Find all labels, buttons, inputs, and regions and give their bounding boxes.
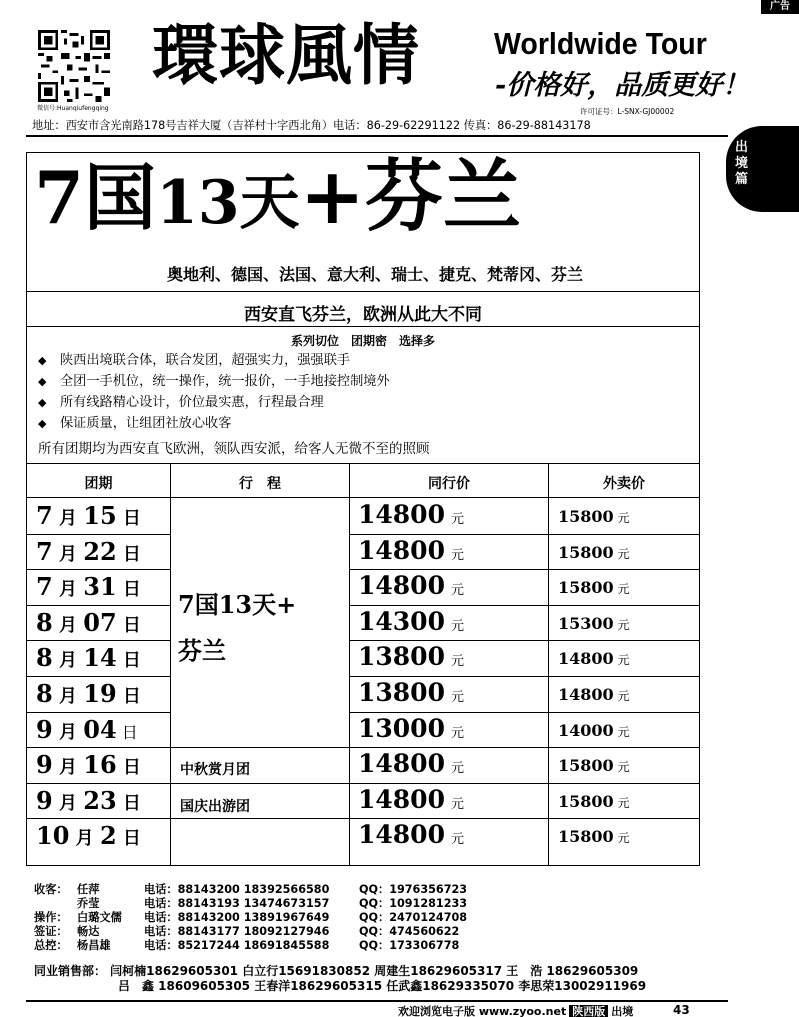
date-cell: 9 月 16 日 bbox=[36, 750, 141, 780]
trade-price-cell: 14800 元 bbox=[358, 535, 464, 565]
trade-price-cell: 14800 元 bbox=[358, 500, 464, 529]
feature-text: 全团一手机位，统一操作，统一报价，一手地接控制境外 bbox=[60, 374, 390, 389]
footer-section: 出境 bbox=[611, 1005, 634, 1017]
divider bbox=[27, 326, 699, 327]
col-header-retail-price: 外卖价 bbox=[603, 476, 645, 492]
col-header-trade-price: 同行价 bbox=[428, 476, 470, 492]
date-cell: 8 月 14 日 bbox=[36, 643, 141, 673]
diamond-bullet-icon: ◆ bbox=[38, 375, 47, 388]
title-part: 13天 bbox=[156, 168, 300, 238]
tour-title bbox=[34, 151, 521, 242]
col-divider bbox=[170, 463, 171, 866]
retail-price-cell: 15800 元 bbox=[558, 756, 630, 776]
feature-text: 保证质量，让组团社放心收客 bbox=[60, 416, 232, 431]
feature-item bbox=[38, 412, 231, 431]
license-number: 许可证号：L-SNX-GJ00002 bbox=[580, 107, 675, 116]
contact-row: 收客： 任萍 电话：88143200 18392566580 QQ：1976356723 bbox=[34, 883, 468, 896]
col-divider bbox=[349, 463, 350, 866]
footer bbox=[398, 1003, 633, 1017]
address-line: 地址：西安市含光南路178号吉祥大厦（吉祥村十字西北角）电话：86-29-62291122 传真：86-29-88143178 bbox=[32, 119, 591, 132]
retail-price-cell: 15800 元 bbox=[558, 578, 630, 598]
row-divider bbox=[27, 534, 170, 535]
trade-price-cell: 13800 元 bbox=[358, 678, 464, 707]
col-divider bbox=[548, 463, 549, 866]
route-cell bbox=[178, 582, 348, 674]
contact-row: 总控： 杨昌雄 电话：85217244 18691845588 QQ：173306778 bbox=[34, 939, 460, 952]
country-list: 奥地利、德国、法国、意大利、瑞士、捷克、梵蒂冈、芬兰 bbox=[166, 265, 583, 284]
trade-price-cell: 14800 元 bbox=[358, 571, 464, 601]
trade-price-cell: 14800 元 bbox=[358, 820, 464, 850]
footer-text: 欢迎浏览电子版 www.zyoo.net bbox=[398, 1005, 567, 1017]
row-divider bbox=[349, 676, 699, 677]
table-header-border bbox=[27, 497, 699, 498]
row-divider bbox=[27, 605, 170, 606]
feature-text: 所有线路精心设计，价位最实惠，行程最合理 bbox=[60, 395, 324, 410]
route-note-national-day: 国庆出游团 bbox=[180, 799, 250, 815]
header-divider bbox=[26, 135, 728, 137]
route-line: 7国13天+ bbox=[178, 590, 297, 619]
row-divider bbox=[27, 712, 170, 713]
brand-english: Worldwide Tour bbox=[494, 26, 707, 61]
feature-item bbox=[38, 349, 350, 368]
contact-row: 乔莹 电话：88143193 13474673157 QQ：1091281233 bbox=[77, 897, 468, 910]
row-divider bbox=[27, 783, 699, 784]
date-cell: 10 月 2 日 bbox=[36, 821, 141, 851]
retail-price-cell: 14000 元 bbox=[558, 720, 630, 740]
brand-logo: 環球風情 bbox=[152, 16, 420, 94]
date-cell: 9 月 23 日 bbox=[36, 785, 141, 815]
title-part: +芬兰 bbox=[299, 151, 521, 242]
sales-line: 同业销售部： 闫柯楠18629605301 白立行15691830852 周建生18629605317 王 浩 18629605309 bbox=[34, 964, 639, 978]
table-top-border bbox=[27, 463, 699, 464]
retail-price-cell: 14800 元 bbox=[558, 649, 630, 669]
row-divider bbox=[27, 640, 170, 641]
route-note-midautumn: 中秋赏月团 bbox=[180, 762, 250, 778]
date-cell: 7 月 22 日 bbox=[36, 536, 141, 566]
sales-line: 吕 鑫 18609605305 王春洋18629605315 任武鑫18629335070 李思荣13002911969 bbox=[118, 979, 647, 993]
row-divider bbox=[27, 569, 170, 570]
date-cell: 9 月 04 日 bbox=[36, 714, 138, 744]
row-divider bbox=[27, 747, 699, 748]
side-tab-char: 境 bbox=[735, 156, 749, 171]
row-divider bbox=[27, 818, 699, 819]
row-divider bbox=[27, 676, 170, 677]
qr-code bbox=[38, 30, 110, 102]
side-tab-char: 篇 bbox=[735, 172, 749, 187]
section-side-tab bbox=[726, 126, 799, 212]
page-number: 43 bbox=[673, 1003, 690, 1017]
row-divider bbox=[349, 569, 699, 570]
row-divider bbox=[349, 712, 699, 713]
title-part: 7国 bbox=[34, 155, 157, 240]
edition-badge: 陕西版 bbox=[569, 1005, 608, 1017]
feature-item bbox=[38, 370, 390, 389]
row-divider bbox=[349, 605, 699, 606]
feature-text: 陕西出境联合体，联合发团，超强实力，强强联手 bbox=[60, 353, 351, 368]
col-header-date: 团期 bbox=[84, 476, 113, 492]
contact-row: 操作： 白璐文儒 电话：88143200 13891967649 QQ：2470124708 bbox=[34, 911, 468, 924]
feature-item bbox=[38, 391, 324, 410]
summary-line: 所有团期均为西安直飞欧洲，领队西安派，给客人无微不至的照顾 bbox=[38, 441, 430, 457]
date-cell: 8 月 07 日 bbox=[36, 607, 141, 637]
date-cell: 8 月 19 日 bbox=[36, 679, 141, 708]
retail-price-cell: 14800 元 bbox=[558, 685, 630, 704]
retail-price-cell: 15300 元 bbox=[558, 613, 630, 633]
contact-row: 签证： 畅达 电话：88143177 18092127946 QQ：474560622 bbox=[34, 925, 460, 938]
retail-price-cell: 15800 元 bbox=[558, 791, 630, 811]
trade-price-cell: 14800 元 bbox=[358, 749, 464, 779]
retail-price-cell: 15800 元 bbox=[558, 507, 630, 526]
trade-price-cell: 13000 元 bbox=[358, 713, 464, 743]
tagline: 系列切位 团期密 选择多 bbox=[290, 334, 435, 348]
trade-price-cell: 14800 元 bbox=[358, 784, 464, 814]
ad-tag: 广告 bbox=[761, 0, 799, 14]
retail-price-cell: 15800 元 bbox=[558, 542, 630, 562]
footer-divider bbox=[26, 1000, 728, 1002]
slogan: -价格好，品质更好！ bbox=[495, 70, 750, 101]
date-cell: 7 月 15 日 bbox=[36, 501, 141, 530]
diamond-bullet-icon: ◆ bbox=[38, 417, 47, 430]
wechat-id: 微信号:Huanqiufengqing bbox=[37, 105, 109, 112]
subtitle: 西安直飞芬兰，欧洲从此大不同 bbox=[244, 305, 482, 325]
divider bbox=[27, 291, 699, 292]
date-cell: 7 月 31 日 bbox=[36, 572, 141, 602]
trade-price-cell: 13800 元 bbox=[358, 642, 464, 672]
route-line: 芬兰 bbox=[178, 636, 226, 665]
side-tab-char: 出 bbox=[735, 140, 749, 155]
row-divider bbox=[349, 534, 699, 535]
col-header-route: 行 程 bbox=[239, 476, 281, 492]
contact-list bbox=[26, 883, 728, 953]
row-divider bbox=[349, 640, 699, 641]
diamond-bullet-icon: ◆ bbox=[38, 354, 47, 367]
trade-price-cell: 14300 元 bbox=[358, 606, 464, 636]
diamond-bullet-icon: ◆ bbox=[38, 396, 47, 409]
retail-price-cell: 15800 元 bbox=[558, 827, 630, 847]
